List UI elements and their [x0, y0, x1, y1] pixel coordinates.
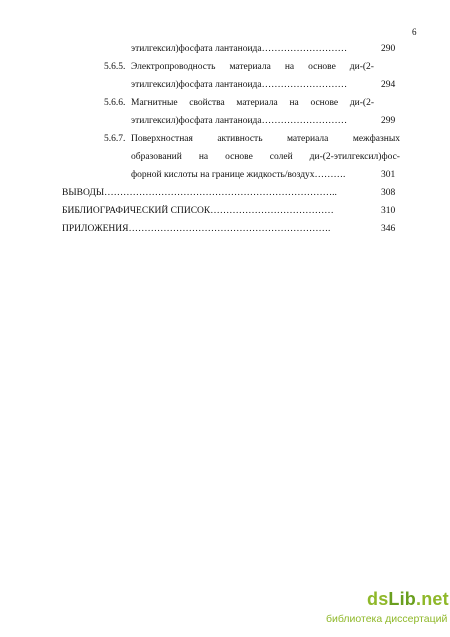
- toc-entry-title-line: этилгексил)фосфата лантаноида………………………: [131, 116, 348, 126]
- toc-word: межфазных: [352, 134, 400, 144]
- toc-entry-continuation: этилгексил)фосфата лантаноида………………………: [131, 44, 348, 54]
- toc-entry-title-line: [131, 152, 400, 163]
- toc-page-number: 290: [381, 44, 396, 54]
- toc-section-number: 5.6.6.: [104, 98, 126, 108]
- toc-section-number: 5.6.5.: [104, 62, 126, 72]
- toc-page-number: 294: [381, 80, 396, 90]
- logo-net: .net: [416, 589, 449, 609]
- toc-section-number: 5.6.7.: [104, 134, 126, 144]
- logo-ds: ds: [367, 589, 389, 609]
- watermark-caption: библиотека диссертаций: [326, 613, 448, 625]
- toc-word: материала: [286, 134, 329, 144]
- toc-entry-appendices: ПРИЛОЖЕНИЯ……………………………………………………….: [62, 224, 331, 234]
- toc-entry-bibliography: БИБЛИОГРАФИЧЕСКИЙ СПИСОК…………………………………: [62, 206, 334, 216]
- toc-word: солей: [269, 152, 293, 162]
- toc-word: Магнитные: [131, 98, 178, 108]
- toc-entry-title-line: [131, 134, 400, 145]
- toc-word: ди-(2-этилгексил)фос-: [309, 152, 400, 162]
- toc-page-number: 299: [381, 116, 396, 126]
- toc-page-number: 308: [381, 188, 396, 198]
- toc-word: основе: [310, 98, 339, 108]
- toc-word: основе: [308, 62, 336, 72]
- toc-word: на: [284, 62, 295, 72]
- toc-word: ди-(2-: [349, 62, 374, 72]
- toc-word: материала: [229, 62, 271, 72]
- toc-entry-title-line: [131, 62, 374, 73]
- toc-page-number: 310: [381, 206, 396, 216]
- logo-lib: Lib: [388, 589, 416, 609]
- toc-entry-title-line: этилгексил)фосфата лантаноида………………………: [131, 80, 348, 90]
- dslib-logo: [367, 589, 449, 611]
- toc-entry-title-line: форной кислоты на границе жидкость/воздух……….: [131, 170, 346, 180]
- toc-word: материала: [236, 98, 278, 108]
- toc-word: Электропроводность: [131, 62, 216, 72]
- toc-word: свойства: [189, 98, 225, 108]
- page-number: 6: [412, 27, 417, 37]
- toc-word: ди-(2-: [349, 98, 374, 108]
- toc-word: Поверхностная: [131, 134, 193, 144]
- toc-entry-conclusions: ВЫВОДЫ………………………………………………………………..: [62, 188, 337, 198]
- toc-word: на: [289, 98, 299, 108]
- toc-page-number: 346: [381, 224, 396, 234]
- toc-word: основе: [225, 152, 253, 162]
- toc-word: на: [198, 152, 209, 162]
- dslib-watermark: [317, 585, 447, 633]
- toc-word: образований: [131, 152, 182, 162]
- toc-word: активность: [217, 134, 263, 144]
- toc-page-number: 301: [381, 170, 396, 180]
- toc-entry-title-line: [131, 98, 374, 109]
